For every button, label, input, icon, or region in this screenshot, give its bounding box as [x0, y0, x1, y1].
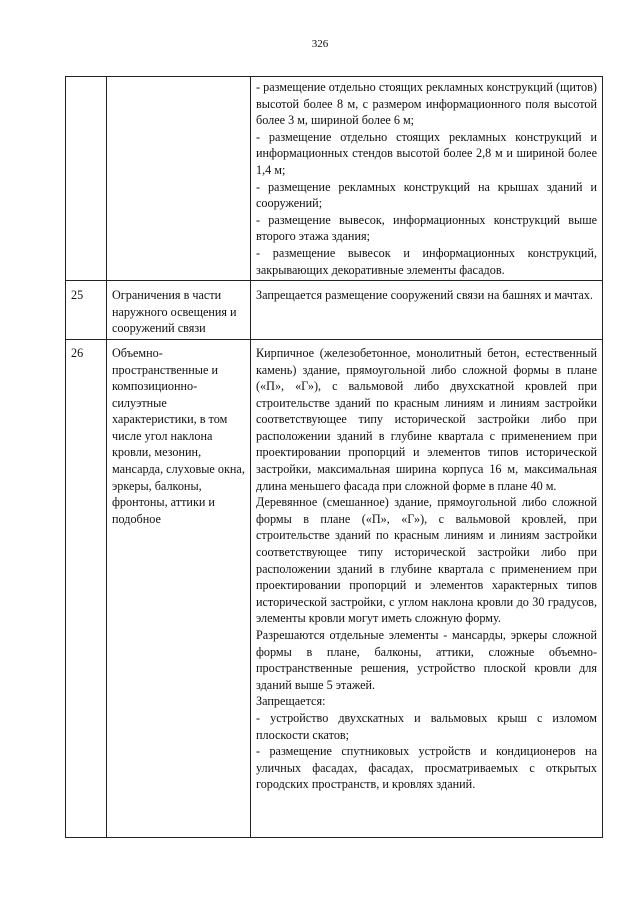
row-number: 26	[66, 339, 107, 837]
table-row	[66, 339, 603, 837]
regulations-table	[65, 76, 603, 838]
paragraph: Кирпичное (железобетонное, монолитный бетон, естественный камень) здание, прямоугольной либо сложной формы в плане («П», «Г»), с вальмовой либо двухскатной кровлей при строительстве зданий по красным линиям и линиям застройки соответствующее типу исторической застройки либо при расположении зданий в глубине квартала с применением при проектировании пропорций и элементов типов исторической застройки, максимальная ширина корпуса 16 м, максимальная длина меньшего фасада при сложной форме в плане 40 м.	[256, 345, 597, 493]
paragraph: - размещение отдельно стоящих рекламных конструкций (щитов) высотой более 8 м, с размером информационного поля высотой более 3 м, шириной более 6 м;	[256, 80, 597, 128]
row-number: 25	[66, 281, 107, 340]
paragraph: - размещение вывесок и информационных конструкций, закрывающих декоративные элементы фасадов.	[256, 245, 597, 277]
paragraph: Запрещается:	[256, 694, 326, 709]
paragraph: - размещение вывесок, информационных конструкций выше второго этажа здания;	[256, 212, 597, 244]
paragraph: - устройство двухскатных и вальмовых крыш с изломом плоскости скатов;	[256, 710, 597, 742]
paragraph: - размещение рекламных конструкций на крышах зданий и сооружений;	[256, 179, 597, 211]
row-title	[107, 77, 251, 281]
paragraph: Деревянное (смешанное) здание, прямоугольной либо сложной формы в плане («П», «Г»), с вальмовой кровлей, при строительстве зданий по красным линиям и линиям застройки соответствующее типу исторической застройки либо при расположении зданий в глубине квартала с применением при проектировании пропорций и элементов характерных типов исторической застройки, с углом наклона кровли до 30 градусов, элементы кровли могут иметь сложную форму.	[256, 495, 597, 626]
table-row	[66, 281, 603, 340]
row-text	[251, 281, 603, 340]
row-text	[251, 339, 603, 837]
page-number: 326	[311, 38, 329, 50]
row-number	[66, 77, 107, 281]
table-row	[66, 77, 603, 281]
paragraph: Запрещается размещение сооружений связи на башнях и мачтах.	[256, 288, 593, 303]
row-title: Ограничения в части наружного освещения и сооружений связи	[107, 281, 251, 340]
row-title: Объемно-пространственные и композиционно-силуэтные характеристики, в том числе угол наклона кровли, мезонин, мансарда, слуховые окна, эркеры, балконы, фронтоны, аттики и подобное	[107, 339, 251, 837]
paragraph: - размещение отдельно стоящих рекламных конструкций и информационных стендов высотой более 2,8 м и шириной более 1,4 м;	[256, 129, 597, 177]
row-text	[251, 77, 603, 281]
paragraph: Разрешаются отдельные элементы - мансарды, эркеры сложной формы в плане, балконы, аттики, сложные объемно-пространственные решения, устройство плоской кровли для зданий выше 5 этажей.	[256, 628, 597, 692]
paragraph: - размещение спутниковых устройств и кондиционеров на уличных фасадах, фасадах, просматриваемых с открытых городских пространств, и кровлях зданий.	[256, 744, 597, 792]
